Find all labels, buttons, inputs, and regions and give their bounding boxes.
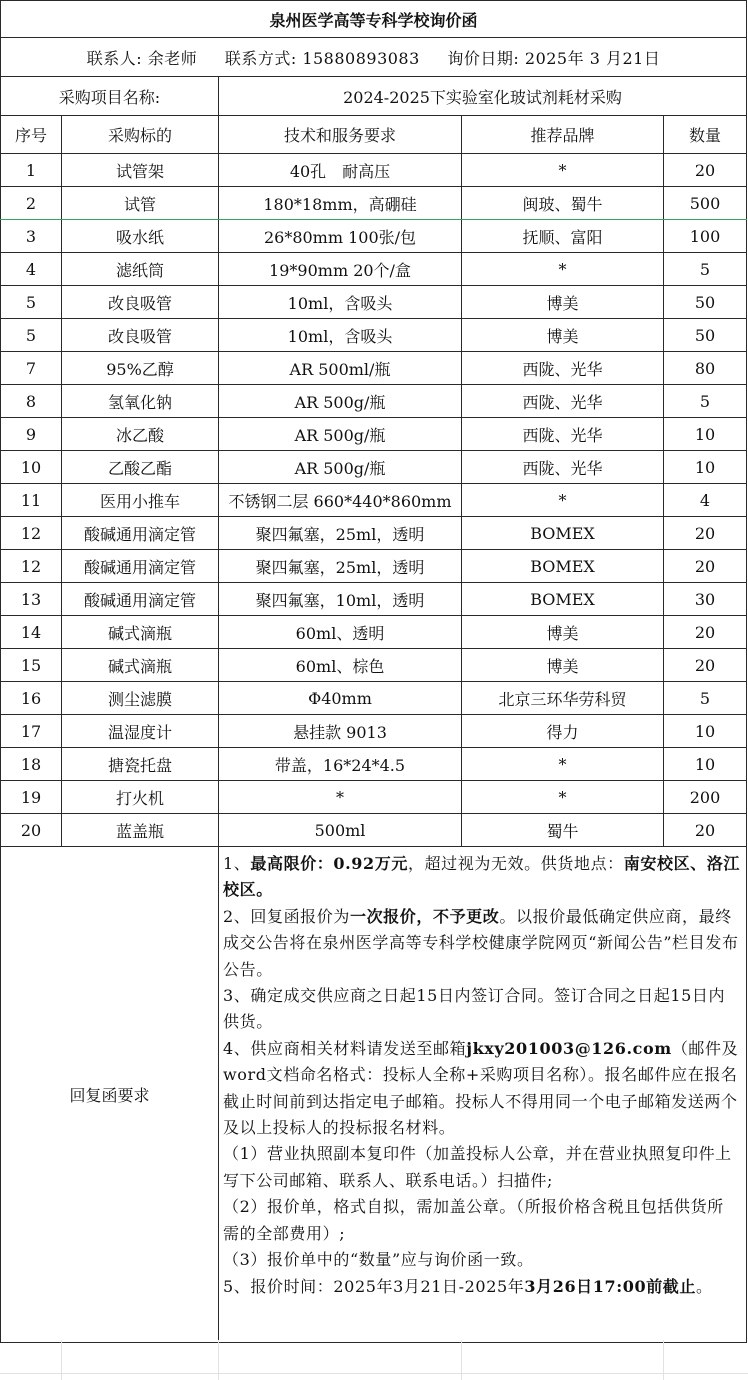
item-qty: 5 [664, 682, 747, 715]
contact-line [1, 38, 747, 77]
item-name: 滤纸筒 [62, 253, 219, 286]
item-no: 9 [1, 418, 62, 451]
table-row [1, 814, 747, 847]
table-row [1, 649, 747, 682]
empty-spreadsheet-grid [0, 1340, 748, 1380]
item-no: 4 [1, 253, 62, 286]
item-brand: 闽玻、蜀牛 [462, 187, 664, 220]
item-name: 医用小推车 [62, 484, 219, 517]
item-spec: 500ml [219, 814, 462, 847]
item-brand: 西陇、光华 [462, 418, 664, 451]
reply-p4: 4、供应商相关材料请发送至邮箱jkxy201003@126.com（邮件及word文档命名格式：投标人全称+采购项目名称）。报名邮件应在报名截止时间前到达指定电子邮箱。投标人不得用同一个电子邮箱发送两个及以上投标人的投标报名材料。 [223, 1038, 739, 1138]
item-brand: 博美 [462, 616, 664, 649]
email-address: jkxy201003@126.com [466, 1038, 672, 1058]
item-qty: 200 [664, 781, 747, 814]
table-row [1, 517, 747, 550]
item-name: 温湿度计 [62, 715, 219, 748]
table-row [1, 781, 747, 814]
reply-p2: 2、回复函报价为一次报价，不予更改。以报价最低确定供应商，最终成交公告将在泉州医学高等专科学校健康学院网页“新闻公告”栏目发布公告。 [223, 906, 739, 979]
item-qty: 10 [664, 451, 747, 484]
item-spec: AR 500g/瓶 [219, 451, 462, 484]
header-item: 采购标的 [62, 116, 219, 154]
item-qty: 20 [664, 814, 747, 847]
item-no: 13 [1, 583, 62, 616]
header-spec: 技术和服务要求 [219, 116, 462, 154]
item-no: 12 [1, 550, 62, 583]
item-brand: * [462, 748, 664, 781]
table-row [1, 451, 747, 484]
table-row [1, 682, 747, 715]
item-no: 20 [1, 814, 62, 847]
item-no: 8 [1, 385, 62, 418]
item-name: 碱式滴瓶 [62, 616, 219, 649]
item-qty: 20 [664, 550, 747, 583]
header-no: 序号 [1, 116, 62, 154]
table-row [1, 286, 747, 319]
item-spec: * [219, 781, 462, 814]
table-row [1, 352, 747, 385]
item-spec: 26*80mm 100张/包 [219, 220, 462, 253]
table-row [1, 484, 747, 517]
header-qty: 数量 [664, 116, 747, 154]
item-spec: 悬挂款 9013 [219, 715, 462, 748]
contact-method-label: 联系方式: [224, 48, 297, 68]
table-row [1, 187, 747, 220]
item-no: 16 [1, 682, 62, 715]
item-qty: 4 [664, 484, 747, 517]
item-spec: 40孔 耐高压 [219, 154, 462, 187]
item-qty: 20 [664, 517, 747, 550]
item-no: 1 [1, 154, 62, 187]
item-no: 15 [1, 649, 62, 682]
page-title: 泉州医学高等专科学校询价函 [1, 1, 747, 38]
reply-p8: 5、报价时间：2025年3月21日-2025年3月26日17:00前截止。 [223, 1276, 713, 1296]
item-spec: AR 500ml/瓶 [219, 352, 462, 385]
reply-p6: （2）报价单，格式自拟，需加盖公章。（所报价格含税且包括供货所需的全部费用）; [223, 1197, 724, 1243]
item-spec: AR 500g/瓶 [219, 385, 462, 418]
item-no: 3 [1, 220, 62, 253]
table-row [1, 220, 747, 253]
item-qty: 50 [664, 319, 747, 352]
item-qty: 80 [664, 352, 747, 385]
item-brand: 蜀牛 [462, 814, 664, 847]
table-row [1, 154, 747, 187]
item-no: 5 [1, 286, 62, 319]
item-no: 19 [1, 781, 62, 814]
reply-p1: 1、最高限价：0.92万元，超过视为无效。供货地点：南安校区、洛江校区。 [223, 854, 740, 900]
table-row [1, 550, 747, 583]
item-spec: 聚四氟塞，25ml，透明 [219, 550, 462, 583]
item-no: 11 [1, 484, 62, 517]
item-qty: 20 [664, 154, 747, 187]
reply-p7: （3）报价单中的“数量”应与询价函一致。 [223, 1250, 534, 1270]
table-row [1, 748, 747, 781]
item-spec: AR 500g/瓶 [219, 418, 462, 451]
item-spec: 180*18mm，高硼硅 [219, 187, 462, 220]
table-row [1, 418, 747, 451]
contact-person-label: 联系人: [86, 48, 143, 68]
item-no: 12 [1, 517, 62, 550]
item-brand: 西陇、光华 [462, 451, 664, 484]
table-row [1, 385, 747, 418]
reply-requirements-text [219, 847, 747, 1343]
item-name: 吸水纸 [62, 220, 219, 253]
item-spec: 聚四氟塞，10ml，透明 [219, 583, 462, 616]
item-brand: 博美 [462, 319, 664, 352]
item-qty: 30 [664, 583, 747, 616]
table-row [1, 583, 747, 616]
item-name: 打火机 [62, 781, 219, 814]
item-spec: 10ml，含吸头 [219, 286, 462, 319]
reply-requirements-row [1, 847, 747, 1343]
contact-phone: 15880893083 [302, 48, 420, 68]
item-no: 2 [1, 187, 62, 220]
reply-requirements-label: 回复函要求 [1, 847, 219, 1343]
item-spec: 聚四氟塞，25ml，透明 [219, 517, 462, 550]
item-spec: Φ40mm [219, 682, 462, 715]
item-no: 5 [1, 319, 62, 352]
item-brand: 博美 [462, 286, 664, 319]
reply-p5: （1）营业执照副本复印件（加盖投标人公章，并在营业执照复印件上写下公司邮箱、联系人、联系电话。）扫描件; [223, 1144, 732, 1190]
item-brand: * [462, 484, 664, 517]
item-name: 氢氧化钠 [62, 385, 219, 418]
item-name: 测尘滤膜 [62, 682, 219, 715]
item-name: 试管 [62, 187, 219, 220]
table-row [1, 319, 747, 352]
item-brand: 得力 [462, 715, 664, 748]
item-spec: 带盖，16*24*4.5 [219, 748, 462, 781]
item-brand: BOMEX [462, 517, 664, 550]
item-brand: 博美 [462, 649, 664, 682]
item-name: 改良吸管 [62, 286, 219, 319]
item-name: 酸碱通用滴定管 [62, 583, 219, 616]
item-qty: 10 [664, 418, 747, 451]
item-brand: BOMEX [462, 550, 664, 583]
reply-p3: 3、确定成交供应商之日起15日内签订合同。签订合同之日起15日内供货。 [223, 986, 726, 1032]
item-spec: 不锈钢二层 660*440*860mm [219, 484, 462, 517]
item-brand: * [462, 154, 664, 187]
item-no: 10 [1, 451, 62, 484]
item-brand: BOMEX [462, 583, 664, 616]
item-name: 试管架 [62, 154, 219, 187]
item-qty: 50 [664, 286, 747, 319]
item-qty: 500 [664, 187, 747, 220]
item-name: 乙酸乙酯 [62, 451, 219, 484]
item-brand: 北京三环华劳科贸 [462, 682, 664, 715]
item-brand: 西陇、光华 [462, 352, 664, 385]
contact-person: 余老师 [147, 48, 198, 68]
item-name: 蓝盖瓶 [62, 814, 219, 847]
item-qty: 10 [664, 748, 747, 781]
table-row [1, 616, 747, 649]
item-spec: 19*90mm 20个/盒 [219, 253, 462, 286]
item-brand: 西陇、光华 [462, 385, 664, 418]
project-name-label: 采购项目名称: [1, 77, 219, 116]
item-name: 酸碱通用滴定管 [62, 517, 219, 550]
table-header-row [1, 116, 747, 154]
project-name: 2024-2025下实验室化玻试剂耗材采购 [219, 77, 747, 116]
item-name: 改良吸管 [62, 319, 219, 352]
item-brand: * [462, 781, 664, 814]
item-name: 酸碱通用滴定管 [62, 550, 219, 583]
item-no: 18 [1, 748, 62, 781]
item-name: 碱式滴瓶 [62, 649, 219, 682]
header-brand: 推荐品牌 [462, 116, 664, 154]
item-no: 14 [1, 616, 62, 649]
item-qty: 20 [664, 649, 747, 682]
item-spec: 60ml、棕色 [219, 649, 462, 682]
item-qty: 20 [664, 616, 747, 649]
item-name: 冰乙酸 [62, 418, 219, 451]
table-row [1, 715, 747, 748]
item-qty: 10 [664, 715, 747, 748]
item-qty: 5 [664, 385, 747, 418]
item-brand: 抚顺、富阳 [462, 220, 664, 253]
item-qty: 5 [664, 253, 747, 286]
item-qty: 100 [664, 220, 747, 253]
item-spec: 10ml，含吸头 [219, 319, 462, 352]
table-row [1, 253, 747, 286]
item-no: 7 [1, 352, 62, 385]
inquiry-date-label: 询价日期: [447, 48, 520, 68]
item-spec: 60ml、透明 [219, 616, 462, 649]
item-name: 95%乙醇 [62, 352, 219, 385]
item-name: 搪瓷托盘 [62, 748, 219, 781]
inquiry-date: 2025年 3 月21日 [524, 48, 661, 68]
item-brand: * [462, 253, 664, 286]
item-no: 17 [1, 715, 62, 748]
